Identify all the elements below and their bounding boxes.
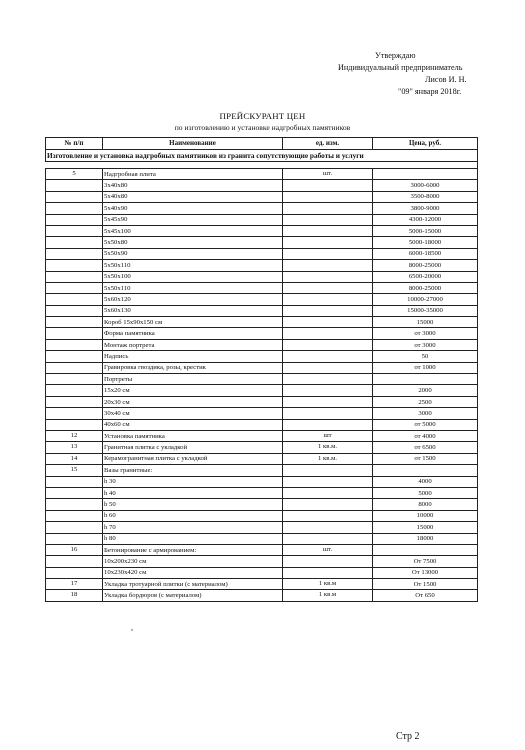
row-name: 10х230х420 см [103, 567, 283, 578]
row-unit [283, 476, 373, 487]
row-unit [283, 487, 373, 498]
row-number [46, 317, 103, 328]
row-number [46, 567, 103, 578]
table-row [46, 214, 478, 225]
table-row [46, 248, 478, 259]
row-unit [283, 362, 373, 373]
row-number [46, 510, 103, 521]
row-name: 5х45х100 [103, 225, 283, 236]
row-price: 15000 [373, 522, 478, 533]
row-number [46, 487, 103, 498]
table-row [46, 169, 478, 180]
row-unit: шт. [283, 169, 373, 180]
row-name: h 50 [103, 499, 283, 510]
row-name: Укладка бордюров (с материалом) [103, 590, 283, 601]
row-price: 50 [373, 351, 478, 362]
row-price [373, 465, 478, 476]
row-number: 12 [46, 430, 103, 441]
row-number [46, 533, 103, 544]
row-number [46, 522, 103, 533]
row-unit [283, 510, 373, 521]
row-name: Надпись [103, 351, 283, 362]
row-name: Портреты [103, 374, 283, 385]
row-number [46, 419, 103, 430]
table-row [46, 442, 478, 453]
row-unit [283, 203, 373, 214]
row-price: 5000 [373, 487, 478, 498]
header-name: Наименование [103, 138, 283, 150]
approval-line-1: Утверждаю [375, 51, 416, 60]
row-number: 14 [46, 453, 103, 464]
row-name: 30х40 см [103, 408, 283, 419]
row-price: От 13000 [373, 567, 478, 578]
row-unit: шт. [283, 544, 373, 555]
spacer-row [46, 162, 478, 169]
row-price: от 3000 [373, 328, 478, 339]
row-price: от 6500 [373, 442, 478, 453]
approval-line-3: Лисов И. Н. [425, 75, 467, 84]
table-row [46, 430, 478, 441]
row-name: Монтаж портрета [103, 339, 283, 350]
table-row [46, 180, 478, 191]
row-name: h 30 [103, 476, 283, 487]
row-price [373, 169, 478, 180]
row-unit [283, 225, 373, 236]
table-row [46, 362, 478, 373]
table-row [46, 237, 478, 248]
row-unit: 1 кв.м. [283, 442, 373, 453]
row-price: 2000 [373, 385, 478, 396]
row-unit [283, 396, 373, 407]
table-row [46, 271, 478, 282]
table-row [46, 339, 478, 350]
row-number [46, 191, 103, 202]
row-number [46, 408, 103, 419]
row-unit [283, 465, 373, 476]
table-row [46, 510, 478, 521]
approval-date: "09" января 2018г. [398, 87, 462, 96]
row-unit [283, 328, 373, 339]
row-price [373, 374, 478, 385]
row-name: 5х50х110 [103, 260, 283, 271]
row-price: От 1500 [373, 579, 478, 590]
table-row [46, 533, 478, 544]
table-row [46, 385, 478, 396]
row-price: 4300-12000 [373, 214, 478, 225]
row-number [46, 499, 103, 510]
table-row [46, 351, 478, 362]
row-price: 18000 [373, 533, 478, 544]
row-name: 10х200х230 см [103, 556, 283, 567]
row-unit [283, 374, 373, 385]
stray-mark: , [131, 623, 133, 632]
row-number [46, 282, 103, 293]
row-unit [283, 567, 373, 578]
table-row [46, 225, 478, 236]
row-unit [283, 214, 373, 225]
row-price: 3000 [373, 408, 478, 419]
header-num: № п/п [46, 138, 103, 150]
page-number: Стр 2 [396, 731, 420, 742]
price-table [45, 137, 478, 602]
row-number [46, 556, 103, 567]
row-unit [283, 294, 373, 305]
row-unit [283, 282, 373, 293]
table-row [46, 522, 478, 533]
row-name: 20х30 см [103, 396, 283, 407]
row-price: 8000-25000 [373, 282, 478, 293]
row-number [46, 374, 103, 385]
row-price: от 4000 [373, 430, 478, 441]
row-name: 5х50х80 [103, 237, 283, 248]
table-row [46, 579, 478, 590]
row-unit [283, 305, 373, 316]
table-row [46, 419, 478, 430]
row-unit [283, 271, 373, 282]
row-name: 5х50х90 [103, 248, 283, 259]
row-number: 13 [46, 442, 103, 453]
row-name: Гранитная плитка с укладкой [103, 442, 283, 453]
row-name: 5х60х130 [103, 305, 283, 316]
table-row [46, 487, 478, 498]
row-unit [283, 419, 373, 430]
row-price: От 650 [373, 590, 478, 601]
row-name: Надгробная плита [103, 169, 283, 180]
row-name: Короб 15х90х150 см [103, 317, 283, 328]
table-header-row [46, 138, 478, 150]
table-row [46, 374, 478, 385]
row-price [373, 544, 478, 555]
row-number [46, 385, 103, 396]
row-name: Гравировка гвоздика, розы, крестик [103, 362, 283, 373]
row-price: от 3000 [373, 339, 478, 350]
row-number [46, 271, 103, 282]
row-price: от 5000 [373, 419, 478, 430]
row-unit [283, 260, 373, 271]
row-price: 15000 [373, 317, 478, 328]
row-number [46, 248, 103, 259]
row-name: h 60 [103, 510, 283, 521]
row-name: 5х40х80 [103, 191, 283, 202]
row-unit [283, 533, 373, 544]
approval-block [330, 50, 510, 98]
row-price: От 7500 [373, 556, 478, 567]
row-name: 5х50х100 [103, 271, 283, 282]
table-row [46, 260, 478, 271]
row-price: 10000 [373, 510, 478, 521]
section-row [46, 150, 478, 162]
table-row [46, 203, 478, 214]
row-unit [283, 556, 373, 567]
table-row [46, 282, 478, 293]
row-price: 6000-18500 [373, 248, 478, 259]
row-price: 3500-8000 [373, 191, 478, 202]
row-name: 15х20 см [103, 385, 283, 396]
row-number [46, 237, 103, 248]
row-number [46, 260, 103, 271]
header-price: Цена, руб. [373, 138, 478, 150]
row-price: 5000-18000 [373, 237, 478, 248]
table-row [46, 567, 478, 578]
row-number [46, 225, 103, 236]
table-row [46, 294, 478, 305]
table-row [46, 408, 478, 419]
row-unit [283, 248, 373, 259]
row-price: 10000-27000 [373, 294, 478, 305]
table-row [46, 317, 478, 328]
row-unit [283, 351, 373, 362]
row-name: h 80 [103, 533, 283, 544]
row-price: 8000-25000 [373, 260, 478, 271]
table-row [46, 453, 478, 464]
row-price: 5000-15000 [373, 225, 478, 236]
approval-line-2: Индивидуальный предприниматель [338, 63, 463, 72]
row-unit [283, 237, 373, 248]
section-title: Изготовление и установка надгробных памятников из гранита сопутствующие работы и услуги [46, 150, 478, 162]
row-number [46, 180, 103, 191]
row-name: Установка памятника [103, 430, 283, 441]
row-name: 5х50х110 [103, 282, 283, 293]
row-unit [283, 339, 373, 350]
row-name: 5х45х90 [103, 214, 283, 225]
document-subtitle: по изготовлению и установке надгробных памятников [174, 123, 351, 132]
row-price: 3800-9000 [373, 203, 478, 214]
table-row [46, 590, 478, 601]
row-number: 5 [46, 169, 103, 180]
row-unit [283, 191, 373, 202]
table-row [46, 499, 478, 510]
table-row [46, 556, 478, 567]
table-row [46, 476, 478, 487]
row-unit [283, 408, 373, 419]
row-number [46, 396, 103, 407]
row-number [46, 362, 103, 373]
row-price: от 1500 [373, 453, 478, 464]
row-number [46, 214, 103, 225]
document-title: ПРЕЙСКУРАНТ ЦЕН [219, 111, 306, 121]
table-row [46, 544, 478, 555]
row-name: 3х40х80 [103, 180, 283, 191]
row-name: Керамогранитная плитка с укладкой [103, 453, 283, 464]
row-name: 5х40х90 [103, 203, 283, 214]
row-price: 4000 [373, 476, 478, 487]
row-number: 18 [46, 590, 103, 601]
row-unit: 1 кв.м. [283, 453, 373, 464]
table-row [46, 465, 478, 476]
row-number [46, 339, 103, 350]
row-name: 40х60 см [103, 419, 283, 430]
table-row [46, 305, 478, 316]
row-name: Вазы гранитные: [103, 465, 283, 476]
table-row [46, 191, 478, 202]
row-name: Бетонирование с армированием: [103, 544, 283, 555]
row-unit [283, 180, 373, 191]
row-unit [283, 385, 373, 396]
row-unit: шт [283, 430, 373, 441]
row-name: 5х60х120 [103, 294, 283, 305]
row-unit: 1 кв.м [283, 579, 373, 590]
row-price: 6500-20000 [373, 271, 478, 282]
row-number [46, 294, 103, 305]
row-price: 2500 [373, 396, 478, 407]
header-unit: ед. изм. [283, 138, 373, 150]
row-number [46, 328, 103, 339]
row-unit [283, 522, 373, 533]
row-number [46, 476, 103, 487]
row-number: 17 [46, 579, 103, 590]
row-number [46, 351, 103, 362]
row-price: от 1000 [373, 362, 478, 373]
table-row [46, 396, 478, 407]
row-price: 8000 [373, 499, 478, 510]
row-unit: 1 кв.м [283, 590, 373, 601]
row-name: Форма памятника [103, 328, 283, 339]
row-price: 3000-6000 [373, 180, 478, 191]
row-name: h 40 [103, 487, 283, 498]
row-unit [283, 317, 373, 328]
row-number [46, 305, 103, 316]
row-name: Укладка тротуарной плитки (с материалом) [103, 579, 283, 590]
row-number [46, 203, 103, 214]
row-name: h 70 [103, 522, 283, 533]
row-unit [283, 499, 373, 510]
row-number: 15 [46, 465, 103, 476]
row-price: 15000-35000 [373, 305, 478, 316]
table-row [46, 328, 478, 339]
row-number: 16 [46, 544, 103, 555]
